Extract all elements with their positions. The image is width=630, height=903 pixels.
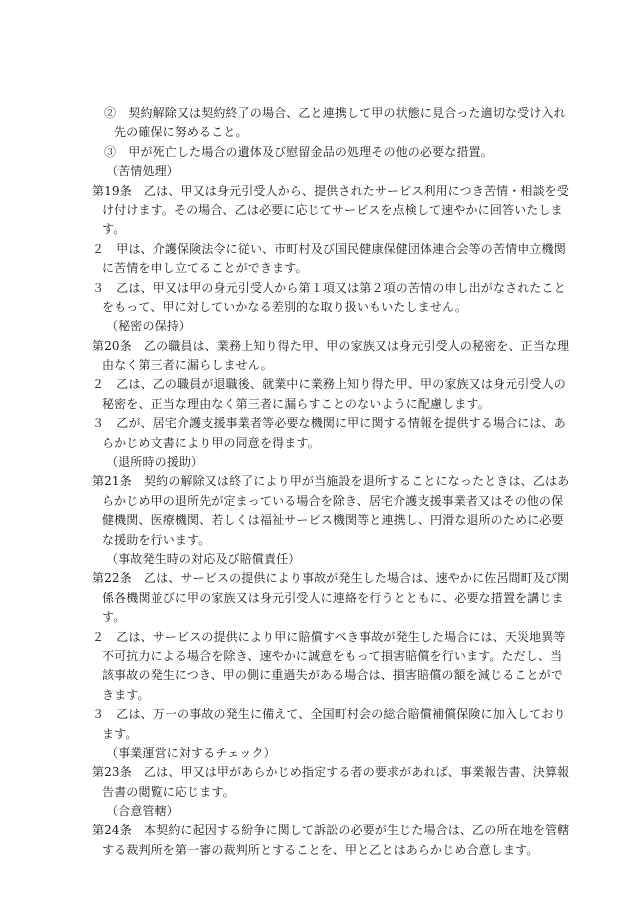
text-line: （秘密の保持） (106, 319, 192, 334)
text-line: 不可抗力による場合を除き、速やかに誠意をもって損害賠償を行います。ただし、当 (102, 648, 563, 663)
text-line: 第24条 本契約に起因する紛争に関して訴訟の必要が生じた場合は、乙の所在地を管轄 (92, 823, 570, 838)
text-line: 秘密を、正当な理由なく第三者に漏らすことのないように配慮します。 (102, 396, 490, 411)
text-line: ます。 (102, 726, 138, 741)
text-line: に苦情を申し立てることができます。 (102, 261, 308, 276)
text-line: 健機関、医療機関、若しくは福祉サービス機関等と連携し、円滑な退所のために必要 (102, 513, 564, 528)
text-line: 第21条 契約の解除又は終了により甲が当施設を退所することになったときは、乙はあ (92, 474, 570, 489)
text-line: す。 (102, 610, 126, 625)
text-line: ② 契約解除又は契約終了の場合、乙と連携して甲の状態に見合った適切な受け入れ (104, 106, 566, 120)
text-line: ３ 乙が、居宅介護支援事業者等必要な機関に甲に関する情報を提供する場合には、あ (92, 416, 566, 431)
text-line: ２ 乙は、乙の職員が退職後、就業中に業務上知り得た甲、甲の家族又は身元引受人の (92, 377, 566, 392)
text-line: 係各機関並びに甲の家族又は身元引受人に連絡を行うとともに、必要な措置を講じま (102, 590, 564, 605)
text-line: （事業運営に対するチェック） (106, 745, 276, 760)
text-line: （苦情処理） (106, 164, 179, 179)
text-line: 告書の閲覧に応じます。 (102, 784, 235, 799)
text-line: する裁判所を第一審の裁判所とすることを、甲と乙とはあらかじめ合意します。 (102, 842, 539, 857)
text-line: ２ 乙は、サービスの提供により甲に賠償すべき事故が発生した場合には、天災地異等 (92, 629, 566, 644)
text-line: をもって、甲に対していかなる差別的な取り扱いもいたしません。 (102, 299, 467, 314)
text-line: ３ 乙は、万一の事故の発生に備えて、全国町村会の総合賠償補償保険に加入しており (92, 707, 566, 722)
text-line: らかじめ甲の退所先が定まっている場合を除き、居宅介護支援事業者又はその他の保 (102, 493, 564, 508)
text-line: ２ 甲は、介護保険法令に従い、市町村及び国民健康保健団体連合会等の苦情申立機関 (92, 241, 566, 256)
text-line: な援助を行います。 (102, 532, 211, 547)
text-line: 先の確保に努めること。 (114, 125, 248, 140)
text-line: 第23条 乙は、甲又は甲があらかじめ指定する者の要求があれば、事業報告書、決算報 (92, 765, 570, 780)
text-line: 由なく第三者に漏らしません。 (102, 358, 273, 373)
text-line: 第22条 乙は、サービスの提供により事故が発生した場合は、速やかに佐呂間町及び関 (92, 571, 570, 586)
text-line: 第20条 乙の職員は、業務上知り得た甲、甲の家族又は身元引受人の秘密を、正当な理 (92, 338, 570, 353)
text-line: きます。 (102, 687, 150, 702)
text-line: （合意管轄） (106, 804, 179, 819)
text-line: （退所時の援助） (106, 455, 204, 470)
text-line: 第19条 乙は、甲又は身元引受人から、提供されたサービス利用につき苦情・相談を受 (92, 183, 570, 198)
text-line: （事故発生時の対応及び賠償責任） (106, 551, 301, 566)
contract-text (92, 104, 570, 860)
text-line: ③ 甲が死亡した場合の遺体及び慰留金品の処理その他の必要な措置。 (104, 144, 493, 159)
text-line: らかじめ文書により甲の同意を得ます。 (102, 435, 320, 450)
text-line: 該事故の発生につき、甲の側に重過失がある場合は、損害賠償の額を減じることがで (102, 668, 563, 683)
text-line: け付けます。その場合、乙は必要に応じてサービスを点検して速やかに回答いたしま (102, 202, 563, 217)
text-line: ３ 乙は、甲又は甲の身元引受人から第１項又は第２項の苦情の申し出がなされたこと (92, 280, 566, 295)
text-line: す。 (102, 222, 126, 237)
